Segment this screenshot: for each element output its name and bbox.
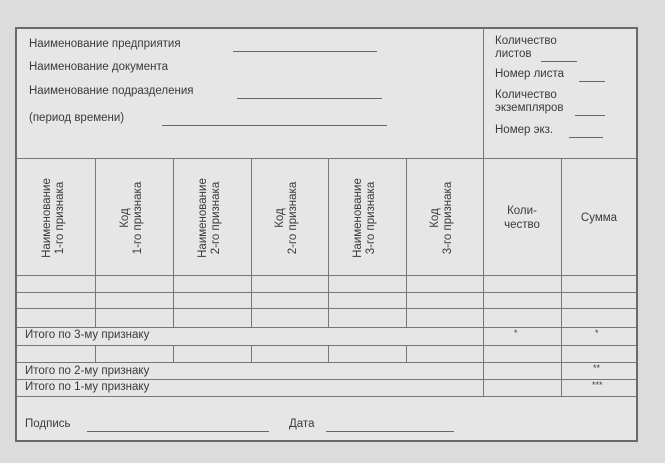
col-header-sum: Сумма — [580, 212, 618, 224]
signature-field[interactable] — [87, 431, 269, 432]
period-label: (период времени) — [29, 112, 125, 124]
col-header-name-1: Наименование 1-го признака — [41, 178, 66, 258]
copies-count-label-1: Количество — [495, 89, 557, 101]
row-line — [17, 308, 636, 309]
copy-number-field[interactable] — [569, 137, 603, 138]
total-first-label: Итого по 1-му признаку — [25, 381, 150, 393]
dept-name-field[interactable] — [237, 98, 382, 99]
col-header-quantity: Коли- чество — [504, 205, 540, 231]
total-second-sum-mark: ** — [593, 363, 601, 373]
col-divider — [328, 158, 329, 327]
header-divider — [483, 29, 484, 158]
col-divider — [483, 158, 484, 396]
col-divider — [173, 158, 174, 327]
row-line — [17, 362, 636, 363]
col-divider — [406, 158, 407, 327]
sheet-count-field[interactable] — [541, 61, 577, 62]
col-header-name-2: Наименование 2-го признака — [197, 178, 222, 258]
report-form — [15, 27, 638, 442]
table-bottom-border — [17, 396, 636, 397]
col-divider — [251, 158, 252, 327]
org-name-label: Наименование предприятия — [29, 38, 181, 50]
total-second-label: Итого по 2-му признаку — [25, 365, 150, 377]
col-header-name-3: Наименование 3-го признака — [352, 178, 377, 258]
col-divider — [406, 345, 407, 362]
signature-label: Подпись — [25, 418, 71, 430]
doc-name-label: Наименование документа — [29, 61, 168, 73]
dept-name-label: Наименование подразделения — [29, 85, 194, 97]
header-row-bottom — [17, 275, 636, 276]
col-divider — [328, 345, 329, 362]
sheet-count-label-2: листов — [495, 48, 532, 60]
row-line — [17, 345, 636, 346]
row-line — [17, 327, 636, 328]
col-header-code-2: Код 2-го признака — [274, 181, 299, 255]
col-divider — [561, 158, 562, 396]
date-field[interactable] — [326, 431, 454, 432]
col-divider — [95, 158, 96, 327]
copies-count-label-2: экземпляров — [495, 102, 564, 114]
period-field[interactable] — [162, 125, 387, 126]
date-label: Дата — [289, 418, 315, 430]
col-divider — [251, 345, 252, 362]
sheet-number-field[interactable] — [579, 81, 605, 82]
col-divider — [173, 345, 174, 362]
col-header-code-1: Код 1-го признака — [119, 181, 144, 255]
total-first-sum-mark: *** — [592, 380, 603, 390]
col-header-code-3: Код 3-го признака — [429, 181, 454, 255]
row-line — [17, 292, 636, 293]
copies-count-field[interactable] — [575, 115, 605, 116]
sheet-count-label-1: Количество — [495, 35, 557, 47]
copy-number-label: Номер экз. — [495, 124, 554, 136]
row-line — [17, 379, 636, 380]
table-top-border — [17, 158, 636, 159]
sheet-number-label: Номер листа — [495, 68, 565, 80]
total-third-qty-mark: * — [514, 328, 518, 338]
total-third-sum-mark: * — [595, 328, 599, 338]
org-name-field[interactable] — [233, 51, 377, 52]
col-divider — [95, 345, 96, 362]
total-third-label: Итого по 3-му признаку — [25, 329, 150, 341]
